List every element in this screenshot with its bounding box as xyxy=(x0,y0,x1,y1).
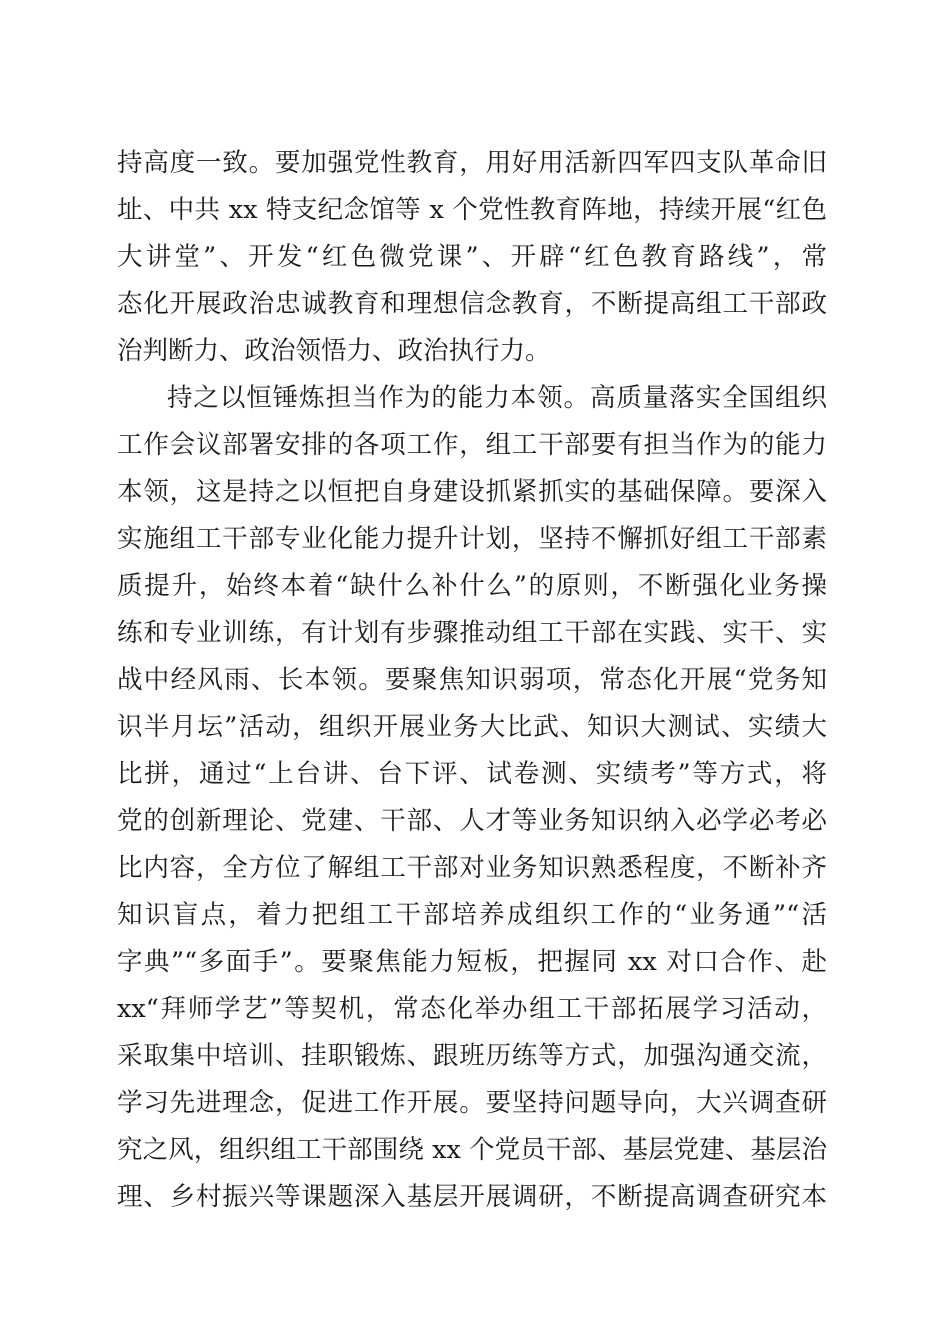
text-line: 比内容，全方位了解组工干部对业务知识熟悉程度，不断补齐 xyxy=(117,853,827,883)
text-line: 本领，这是持之以恒把自身建设抓紧抓实的基础保障。要深入 xyxy=(117,477,827,507)
text-line: 识半月坛”活动，组织开展业务大比武、知识大测试、实绩大 xyxy=(117,712,827,742)
text-line: 学习先进理念，促进工作开展。要坚持问题导向，大兴调查研 xyxy=(117,1088,827,1118)
text-line: 实施组工干部专业化能力提升计划，坚持不懈抓好组工干部素 xyxy=(117,524,827,554)
text-line: 字典”“多面手”。要聚焦能力短板，把握同 xx 对口合作、赴 xyxy=(117,947,827,977)
text-line: 练和专业训练，有计划有步骤推动组工干部在实践、实干、实 xyxy=(117,618,827,648)
text-line: 址、中共 xx 特支纪念馆等 x 个党性教育阵地，持续开展“红色 xyxy=(117,195,827,225)
text-line: 比拼，通过“上台讲、台下评、试卷测、实绩考”等方式，将 xyxy=(117,759,827,789)
text-line: 质提升，始终本着“缺什么补什么”的原则，不断强化业务操 xyxy=(117,571,827,601)
text-line: 采取集中培训、挂职锻炼、跟班历练等方式，加强沟通交流， xyxy=(117,1041,827,1071)
text-line: xx“拜师学艺”等契机，常态化举办组工干部拓展学习活动， xyxy=(117,994,827,1024)
text-line: 党的创新理论、党建、干部、人才等业务知识纳入必学必考必 xyxy=(117,806,827,836)
text-line: 态化开展政治忠诚教育和理想信念教育，不断提高组工干部政 xyxy=(117,289,827,319)
text-line: 究之风，组织组工干部围绕 xx 个党员干部、基层党建、基层治 xyxy=(117,1135,827,1165)
text-line: 战中经风雨、长本领。要聚焦知识弱项，常态化开展“党务知 xyxy=(117,665,827,695)
text-line: 理、乡村振兴等课题深入基层开展调研，不断提高调查研究本 xyxy=(117,1182,827,1212)
text-line: 持高度一致。要加强党性教育，用好用活新四军四支队革命旧 xyxy=(117,148,827,178)
text-line: 工作会议部署安排的各项工作，组工干部要有担当作为的能力 xyxy=(117,430,827,460)
paragraph-heading-line: 持之以恒锤炼担当作为的能力本领。高质量落实全国组织 xyxy=(167,383,827,413)
text-line: 知识盲点，着力把组工干部培养成组织工作的“业务通”“活 xyxy=(117,900,827,930)
text-line: 大讲堂”、开发“红色微党课”、开辟“红色教育路线”，常 xyxy=(117,242,827,272)
text-line: 治判断力、政治领悟力、政治执行力。 xyxy=(117,336,551,366)
